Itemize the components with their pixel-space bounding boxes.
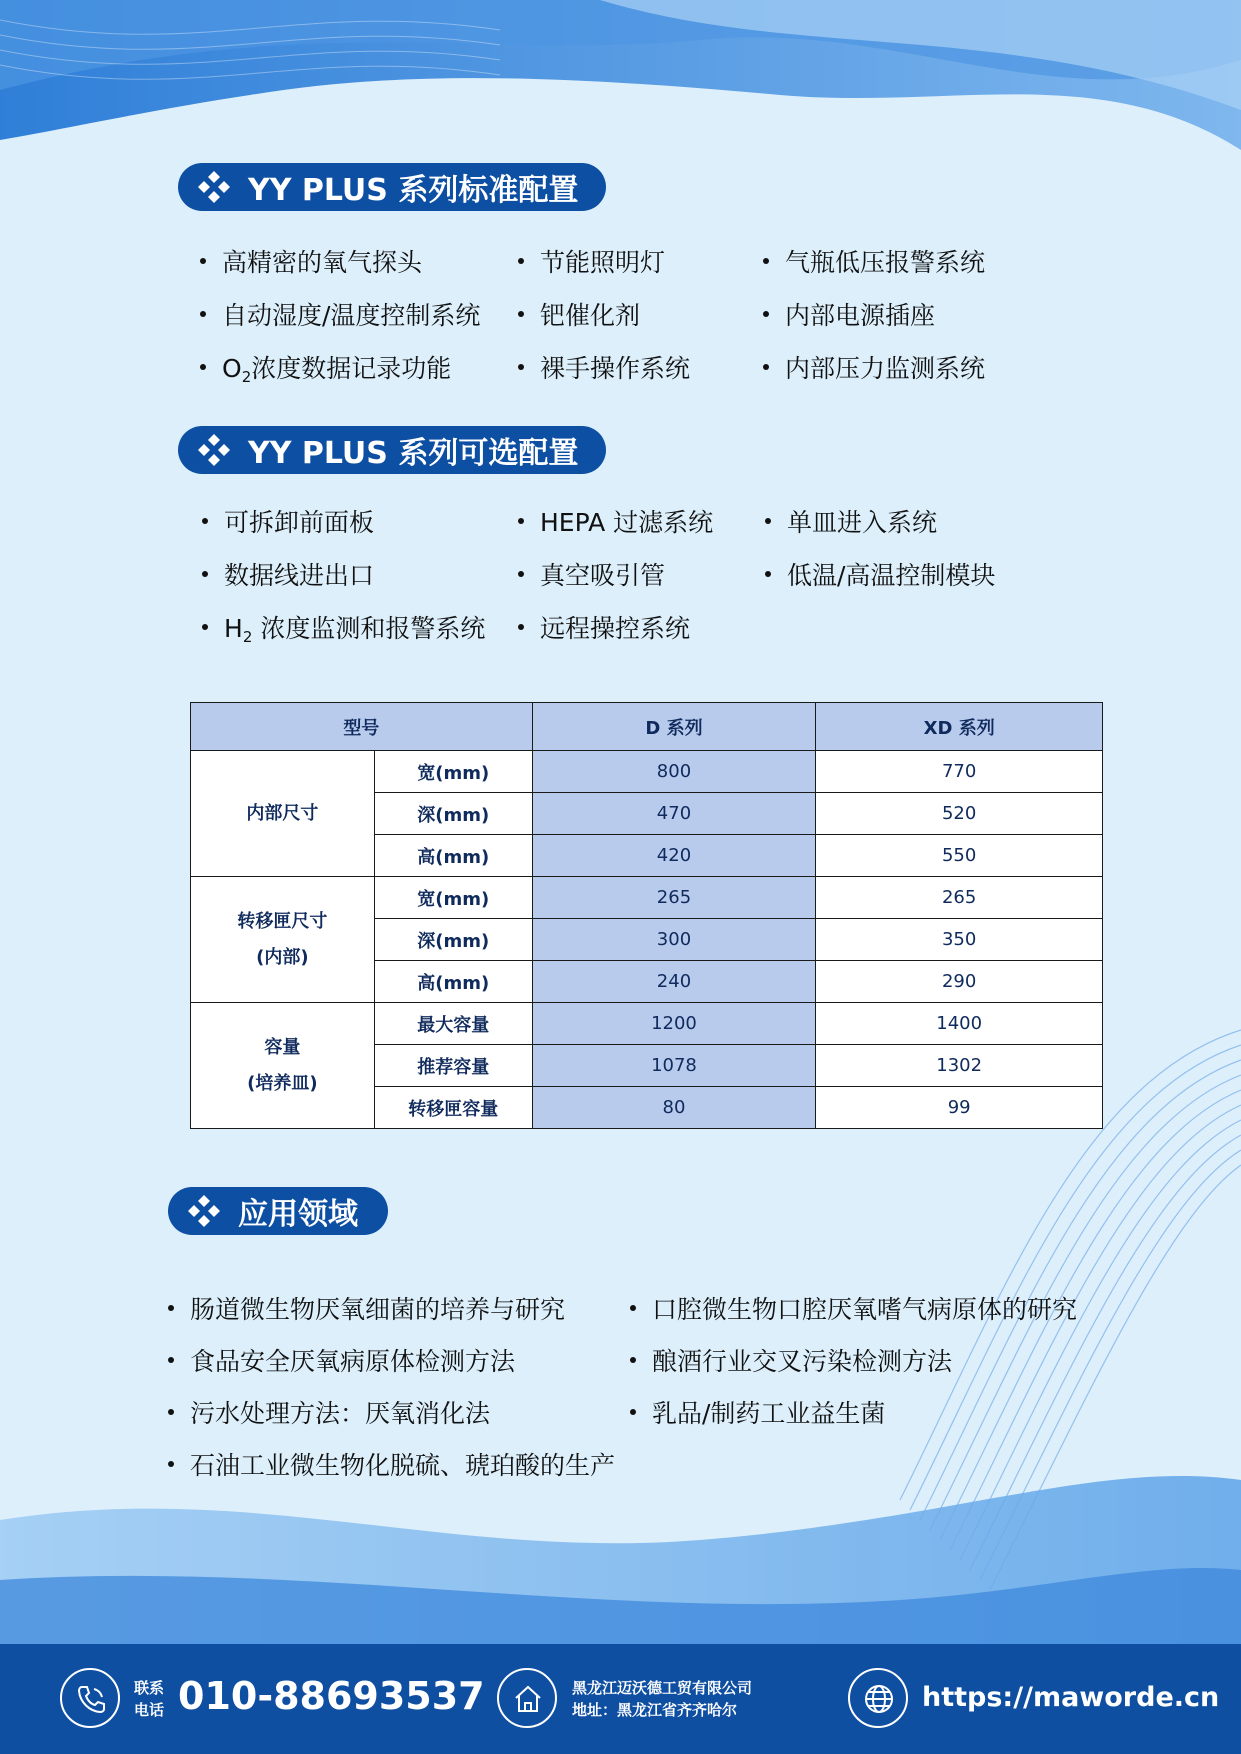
param-cell: 宽(mm)	[374, 751, 532, 793]
globe-icon	[848, 1668, 908, 1728]
header-d-series: D 系列	[532, 703, 816, 751]
xd-value-cell: 770	[816, 751, 1103, 793]
list-item: 污水处理方法：厌氧消化法	[168, 1394, 490, 1430]
table-row	[191, 1003, 1103, 1045]
table-row	[191, 877, 1103, 919]
param-cell: 深(mm)	[374, 919, 532, 961]
list-item: 数据线进出口	[202, 556, 374, 592]
param-cell: 深(mm)	[374, 793, 532, 835]
param-cell: 高(mm)	[374, 961, 532, 1003]
param-cell: 推荐容量	[374, 1045, 532, 1087]
xd-value-cell: 1400	[816, 1003, 1103, 1045]
list-item: 内部压力监测系统	[763, 349, 985, 385]
list-item: 酿酒行业交叉污染检测方法	[630, 1342, 952, 1378]
company-address: 黑龙江迈沃德工贸有限公司 地址：黑龙江省齐齐哈尔	[572, 1679, 753, 1719]
d-value-cell: 265	[532, 877, 816, 919]
list-item: 钯催化剂	[518, 296, 640, 332]
table-header-row	[191, 703, 1103, 751]
footer-bar	[0, 1644, 1241, 1754]
list-item: 自动湿度/温度控制系统	[200, 296, 480, 332]
group-label: 容量 (培养皿)	[191, 1003, 375, 1129]
list-item: $H_2$ 浓度监测和报警系统	[202, 609, 485, 646]
d-value-cell: 80	[532, 1087, 816, 1129]
list-item: $O_2$浓度数据记录功能	[200, 349, 451, 386]
list-item: 肠道微生物厌氧细菌的培养与研究	[168, 1290, 565, 1326]
d-value-cell: 1078	[532, 1045, 816, 1087]
applications-title: 应用领域	[238, 1197, 358, 1232]
list-item: 石油工业微生物化脱硫、琥珀酸的生产	[168, 1446, 615, 1482]
header-xd-series: XD 系列	[816, 703, 1103, 751]
xd-value-cell: 550	[816, 835, 1103, 877]
optional-config-header	[178, 426, 606, 474]
list-item: 远程操控系统	[518, 609, 690, 645]
header-model: 型号	[191, 703, 533, 751]
list-item: 真空吸引管	[518, 556, 665, 592]
list-item: 乳品/制药工业益生菌	[630, 1394, 885, 1430]
xd-value-cell: 99	[816, 1087, 1103, 1129]
phone-number: 010-88693537	[178, 1674, 485, 1718]
param-cell: 最大容量	[374, 1003, 532, 1045]
home-icon	[497, 1668, 557, 1728]
group-label: 转移匣尺寸 (内部)	[191, 877, 375, 1003]
phone-label: 联系 电话	[134, 1679, 165, 1719]
diamond-cluster-icon	[196, 432, 232, 468]
d-value-cell: 470	[532, 793, 816, 835]
list-item: 可拆卸前面板	[202, 503, 374, 539]
d-value-cell: 800	[532, 751, 816, 793]
list-item: 口腔微生物口腔厌氧嗜气病原体的研究	[630, 1290, 1077, 1326]
diamond-cluster-icon	[186, 1193, 222, 1229]
list-item: HEPA 过滤系统	[518, 503, 713, 539]
applications-header	[168, 1187, 388, 1235]
table-row	[191, 751, 1103, 793]
param-cell: 宽(mm)	[374, 877, 532, 919]
list-item: 气瓶低压报警系统	[763, 243, 985, 279]
list-item: 内部电源插座	[763, 296, 935, 332]
xd-value-cell: 520	[816, 793, 1103, 835]
standard-config-header	[178, 163, 606, 211]
param-cell: 高(mm)	[374, 835, 532, 877]
group-label: 内部尺寸	[191, 751, 375, 877]
xd-value-cell: 1302	[816, 1045, 1103, 1087]
standard-config-title: YY PLUS 系列标准配置	[248, 173, 579, 208]
d-value-cell: 420	[532, 835, 816, 877]
d-value-cell: 1200	[532, 1003, 816, 1045]
d-value-cell: 300	[532, 919, 816, 961]
list-item: 高精密的氧气探头	[200, 243, 422, 279]
list-item: 低温/高温控制模块	[765, 556, 995, 592]
d-value-cell: 240	[532, 961, 816, 1003]
diamond-cluster-icon	[196, 169, 232, 205]
phone-icon	[60, 1668, 120, 1728]
param-cell: 转移匣容量	[374, 1087, 532, 1129]
spec-table	[190, 702, 1103, 1129]
xd-value-cell: 290	[816, 961, 1103, 1003]
list-item: 裸手操作系统	[518, 349, 690, 385]
xd-value-cell: 350	[816, 919, 1103, 961]
list-item: 节能照明灯	[518, 243, 665, 279]
website-link[interactable]: https://maworde.cn	[922, 1682, 1220, 1713]
list-item: 单皿进入系统	[765, 503, 937, 539]
optional-config-title: YY PLUS 系列可选配置	[248, 436, 579, 471]
list-item: 食品安全厌氧病原体检测方法	[168, 1342, 515, 1378]
xd-value-cell: 265	[816, 877, 1103, 919]
